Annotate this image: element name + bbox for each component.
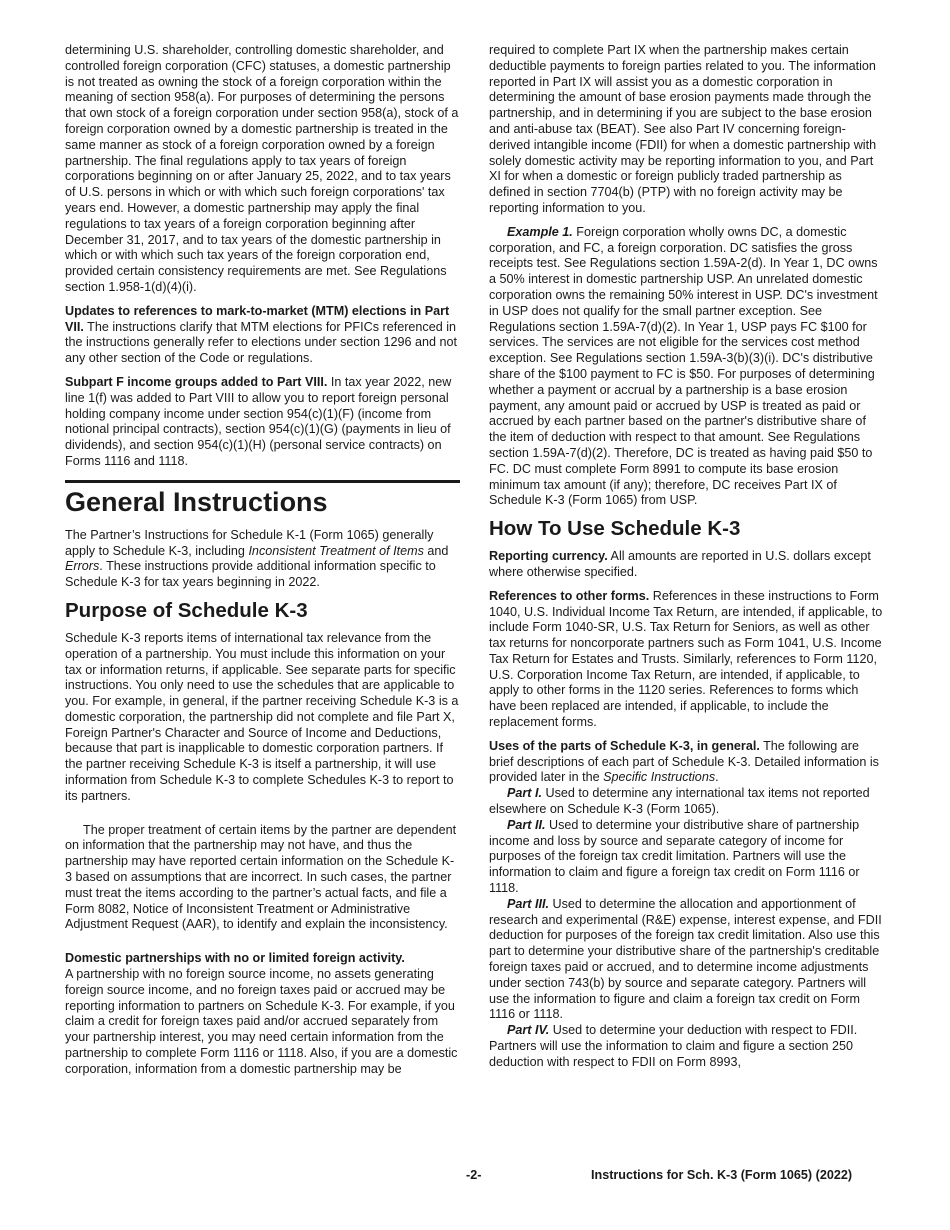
part-text: Used to determine the allocation and apportionment of research and experimental (R&E) expense, interest expense, and FDII deduction for purposes of the foreign tax credit limitation. Also use this part to determine your distributive share of the partnership's creditable foreign taxes paid or accrued, and to determine income adjustments under section 743(b) by source and separate category. Partners will use the information to figure and claim a foreign tax credit on Form 1116 or 1118.	[489, 896, 882, 1022]
purpose-heading: Purpose of Schedule K-3	[65, 598, 308, 622]
subpart-f-body: In tax year 2022, new line 1(f) was added to Part VIII to allow you to report foreign personal holding company income under section 954(c)(1)(F) (income from notional principal contracts), section 954(c)(1)(G) (payments in lieu of dividends), and section 954(c)(1)(H) (personal service contracts) on Forms 1116 and 1118.	[65, 374, 452, 468]
paragraph-purpose-2: The proper treatment of certain items by the partner are dependent on information that the partnership may not have, and thus the partnership may have reported certain information on the Schedule K-3 based on assumptions that are incorrect. In such cases, the partner must treat the items according to the partner’s actual facts, and file a Form 8082, Notice of Inconsistent Treatment or Administrative Adjustment Request (AAR), to identify and explain the inconsistency.	[65, 822, 457, 932]
paragraph-references	[489, 589, 884, 731]
references-heading: References to other forms.	[489, 588, 650, 603]
left-column	[65, 43, 460, 1078]
part-label: Part I.	[507, 786, 542, 801]
uses-heading: Uses of the parts of Schedule K-3, in general.	[489, 738, 760, 753]
part-text: Used to determine your deduction with respect to FDII. Partners will use the information to claim and figure a section 250 deduction with respect to FDII on Form 8993,	[489, 1023, 858, 1069]
paragraph-subpart-f	[65, 375, 460, 470]
paragraph-currency	[489, 549, 884, 581]
general-text-a: The Partner’s Instructions for Schedule K-1 (Form 1065) generally apply to Schedule K-3, including	[65, 527, 434, 558]
part-label: Part II.	[507, 817, 546, 832]
general-italic-2: Errors	[65, 559, 100, 574]
paragraph: required to complete Part IX when the partnership makes certain deductible payments to foreign parties related to you. The information reported in Part IX will assist you as a domestic corporation in determining the amount of base erosion payments made through the partnership, and in determining if you are subject to the base erosion and anti-abuse tax (BEAT). See also Part IV concerning foreign-derived intangible income (FDII) for when a domestic partnership with solely domestic activity may be reporting information to you, and Part XI for when a domestic or foreign publicly traded partnership as defined in section 7704(b) (PTP) with no foreign activity may be reporting information to you.	[489, 43, 877, 215]
paragraph-uses	[489, 739, 884, 786]
subpart-f-heading: Subpart F income groups added to Part VIII.	[65, 374, 328, 389]
general-instructions-heading: General Instructions	[65, 480, 460, 518]
part-text: Used to determine any international tax items not reported elsewhere on Schedule K-3 (Form 1065).	[489, 786, 870, 817]
currency-body: All amounts are reported in U.S. dollars except where otherwise specified.	[489, 549, 871, 579]
part-text: Used to determine your distributive share of partnership income and loss by source and separate category of income for purposes of the foreign tax credit limitation. Partners will use the information to claim and figure a foreign tax credit on Form 1116 or 1118.	[489, 817, 860, 896]
example-body: Foreign corporation wholly owns DC, a domestic corporation, and FC, a foreign corporation. DC satisfies the gross receipts test. See Regulations section 1.59A-2(d). In Year 1, DC owns a 50% interest in domestic partnership USP. An unrelated domestic corporation owns the remaining 50% interest in USP. DC's investment in USP does not qualify for the small partner exception. See Regulations section 1.59A-7(d)(2). In Year 1, USP pays FC $100 for services. The services are not eligible for the services cost method exception. See Regulations section 1.59A-3(b)(3)(i). DC's distributive share of the $100 payment to FC is $50. For purposes of determining whether a payment or accrual by a partnership is a base erosion payment, any amount paid or accrued by USP is treated as paid or accrued by each partner based on the partner's distributive share of the item of deduction with respect to that amount. See Regulations section 1.59A-7(d)(2). Therefore, DC is treated as having paid $50 to FC. DC must complete Form 8991 to compute its base erosion minimum tax amount (if any); therefore, DC receives Part IX of Schedule K-3 (Form 1065) from USP.	[489, 224, 878, 508]
references-body: References in these instructions to Form 1040, U.S. Individual Income Tax Return, are intended, if applicable, to include Form 1040-SR, U.S. Tax Return for Seniors, as well as other tax returns for noncorporate partners such as Form 1041, U.S. Income Tax Return for Estates and Trusts. Similarly, references to Form 1120, U.S. Corporation Income Tax Return, are intended, if applicable, to apply to other forms in the 1120 series. References to forms which have been replaced are intended, if applicable, to include the replacement forms.	[489, 588, 883, 730]
uses-body: The following are brief descriptions of each part of Schedule K-3. Detailed information is provided later in the	[489, 738, 879, 785]
part-item	[489, 786, 884, 818]
currency-heading: Reporting currency.	[489, 549, 608, 564]
general-text-c: . These instructions provide additional information specific to Schedule K-3 for tax years beginning in 2022.	[65, 559, 436, 590]
paragraph-purpose-1: Schedule K-3 reports items of international tax relevance from the operation of a partnership. You must include this information on your tax or information returns, if applicable. See separate parts for specific instructions. You only need to use the schedules that are applicable to you. For example, in general, if the partner receiving Schedule K-3 is a domestic corporation, the partnership did not complete and file Part X, Foreign Partner's Character and Source of Income and Deductions, because that part is inapplicable to domestic corporation partners. If the partner receiving Schedule K-3 is itself a partnership, it will use information from Schedule K-3 to complete Schedules K-3 to report to its partners.	[65, 630, 459, 803]
example-label: Example 1.	[507, 224, 573, 239]
part-item	[489, 818, 884, 897]
page-number: -2-	[466, 1168, 482, 1182]
mtm-body: The instructions clarify that MTM elections for PFICs referenced in the instructions generally refer to elections under section 1296 and not any other section of the Code or regulations.	[65, 319, 458, 366]
general-italic-1: Inconsistent Treatment of Items	[248, 543, 424, 558]
paragraph-example	[489, 225, 884, 509]
part-label: Part III.	[507, 896, 549, 911]
uses-end: .	[715, 770, 719, 785]
uses-italic: Specific Instructions	[603, 770, 716, 785]
paragraph: determining U.S. shareholder, controlling domestic shareholder, and controlled foreign corporation (CFC) statuses, a domestic partnership is not treated as owning the stock of a foreign corporation within the meaning of section 958(a). For purposes of determining the persons that own stock of a foreign corporation under section 958(a), stock of a foreign corporation owned by a domestic partnership is treated in the same manner as stock of a foreign corporation owned by a foreign partnership. The final regulations apply to tax years of foreign corporations beginning on or after January 25, 2022, and to tax years of U.S. persons in which or with which such foreign corporations' tax years end. However, a domestic partnership may apply the final regulations to tax years of a foreign corporation beginning after December 31, 2017, and to tax years of the domestic partnership in which or with which such tax years of the foreign corporation end, provided certain consistency requirements are met. See Regulations section 1.958-1(d)(4)(i).	[65, 43, 459, 294]
domestic-heading: Domestic partnerships with no or limited foreign activity.	[65, 951, 405, 966]
domestic-body: A partnership with no foreign source income, no assets generating foreign source income, and no foreign taxes paid or accrued may be reporting information to partners on Schedule K-3. For example, if you claim a credit for foreign taxes paid and/or accrued separately from your partnership interest, you may need certain information from the partnership to complete Form 1116 or 1118. Also, if you are a domestic corporation, information from a domestic partnership may be	[65, 967, 458, 1076]
paragraph-domestic	[65, 951, 460, 1077]
how-to-heading: How To Use Schedule K-3	[489, 517, 741, 541]
right-column	[489, 43, 884, 1071]
general-text-b: and	[423, 543, 449, 558]
part-item	[489, 1023, 884, 1070]
paragraph-general	[65, 528, 460, 591]
part-label: Part IV.	[507, 1023, 550, 1038]
part-item	[489, 897, 884, 1023]
footer-title: Instructions for Sch. K-3 (Form 1065) (2022)	[591, 1168, 853, 1182]
mtm-heading: Updates to references to mark-to-market (MTM) elections in Part VII.	[65, 303, 450, 334]
paragraph-mtm	[65, 304, 460, 367]
page-footer	[0, 1168, 950, 1186]
